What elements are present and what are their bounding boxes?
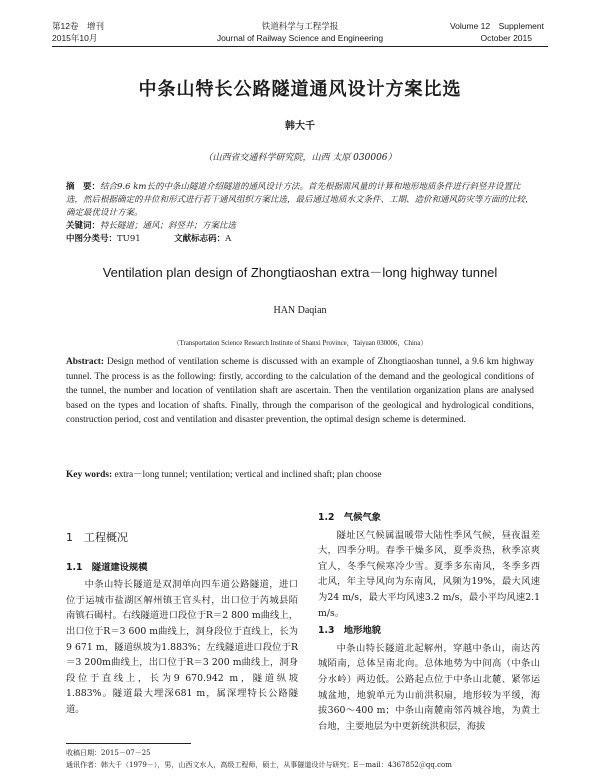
doc-code: A bbox=[225, 234, 232, 244]
keywords-cn-label: 关键词： bbox=[66, 221, 101, 231]
section-1-1-paragraph: 中条山特长隧道是双洞单向四车道公路隧道，进口位于运城市盐湖区解州镇王官头村，出口位于芮城县陌南镇石碣村。右线隧道进口段位于R＝2 800 m曲线上，出口位于R＝3 600 m曲线上，洞身段位于直线上，长为9 671 m，隧道纵坡为1.883%；左线隧道进口段位于R＝3 200m曲线上，出口位于R＝3 200 m曲线上，洞身段位于直线上，长为9 670.942 m，隧道纵坡1.883%。隧道最大埋深681 m，属深埋特长公路隧道。 bbox=[66, 579, 298, 715]
clc-label: 中图分类号： bbox=[66, 234, 118, 244]
abstract-en-text: Design method of ventilation scheme is discussed with an example of Zhongtiaoshan tunnel, a 9.6 km highway tunnel. The process is as the following: firstly, according to the calculation of the demand and the geological conditions of the tunnel, the number and location of ventilation shaft are ascertain. Then the ventilation organization plans are analysed based on the types and location of shafts. Finally, through the comparison of the geological and hydrological conditions, construction period, cost and ventilation and disaster prevention, the optimal design scheme is determined. bbox=[66, 357, 534, 426]
paper-title-cn: 中条山特长公路隧道通风设计方案比选 bbox=[138, 79, 462, 100]
header-date-en: October 2015 bbox=[480, 33, 532, 43]
abstract-en-label: Abstract: bbox=[66, 357, 105, 367]
affiliation-en: （Transportation Science Research Institute of Shanxi Province，Taiyuan 030006，China） bbox=[172, 340, 428, 347]
section-1-1-heading: 1.1 隧道建设规模 bbox=[66, 561, 148, 573]
section-1-heading: 1 工程概况 bbox=[66, 531, 128, 544]
header-journal-cn: 铁道科学与工程学报 bbox=[261, 21, 339, 31]
header-volume-cn: 第12卷 增刊 bbox=[52, 21, 104, 31]
affiliation-cn: （山西省交通科学研究院，山西 太原 030006） bbox=[203, 153, 397, 163]
abstract-cn-label: 摘 要： bbox=[66, 182, 101, 192]
header-journal-en: Journal of Railway Science and Engineering bbox=[216, 33, 384, 43]
header-date-cn: 2015年10月 bbox=[52, 33, 98, 43]
keywords-en: extra－long tunnel; ventilation; vertical and inclined shaft; plan choose bbox=[112, 470, 382, 480]
footnote-rule bbox=[66, 743, 191, 744]
keywords-en-label: Key words: bbox=[66, 470, 113, 480]
abstract-cn-text: 结合9.6 km长的中条山隧道介绍隧道的通风设计方法。首先根据需风量的计算和地形地质条件进行斜竖井设置比选，然后根据确定的井位和形式进行若干通风组织方案比选，最后通过地质水文条件、工期、造价和通风防灾等方面的比较，确定最优设计方案。 bbox=[66, 182, 534, 218]
doc-code-label: 文献标志码： bbox=[174, 234, 226, 244]
footnote-author-bio: 通讯作者：韩大千（1979－），男，山西文水人，高级工程师，硕士，从事隧道设计与研究；E－mail：4367852＠qq.com bbox=[66, 761, 452, 769]
abstract-cn bbox=[66, 181, 534, 246]
abstract-en bbox=[66, 355, 534, 428]
keywords-cn: 特长隧道；通风；斜竖井；方案比选 bbox=[100, 221, 237, 231]
body-right-column bbox=[318, 508, 540, 734]
clc-number: TU91 bbox=[117, 234, 141, 244]
header-rule bbox=[52, 46, 548, 47]
footnote-received: 收稿日期：2015－07－25 bbox=[66, 749, 151, 757]
section-1-3-paragraph: 中条山特长隧道北起解州，穿越中条山，南达芮城陌南，总体呈南北向。总体地势为中间高（中条山分水岭）两边低。公路起点位于中条山北麓、紧邻运城盆地，地貌单元为山前洪积扇，地形较为平缓，海拔360～400 m；中条山南麓南邻芮城谷地，为黄土台地，主要地层为中更新统洪积层，海拔 bbox=[318, 642, 540, 732]
author-en: HAN Daqian bbox=[273, 305, 327, 316]
author-cn: 韩大千 bbox=[285, 121, 315, 132]
paper-title-en: Ventilation plan design of Zhongtiaoshan extra－long highway tunnel bbox=[102, 265, 498, 280]
section-1-2-paragraph: 隧址区气候属温暖带大陆性季风气候，昼夜温差大，四季分明。春季干燥多风，夏季炎热，秋季凉爽宜人，冬季气候寒冷少雪。夏季多东南风，冬季多西北风，年主导风向为东南风，风频为19%，最大风速为24 m/s，最大平均风速3.2 m/s，最小平均风速2.1 m/s。 bbox=[318, 529, 540, 619]
section-1-3-heading: 1.3 地形地貌 bbox=[318, 625, 381, 637]
header-volume-en: Volume 12 Supplement bbox=[449, 21, 544, 31]
body-left-column bbox=[66, 520, 298, 718]
keywords-en-line bbox=[66, 466, 534, 480]
section-1-2-heading: 1.2 气候气象 bbox=[318, 512, 381, 523]
